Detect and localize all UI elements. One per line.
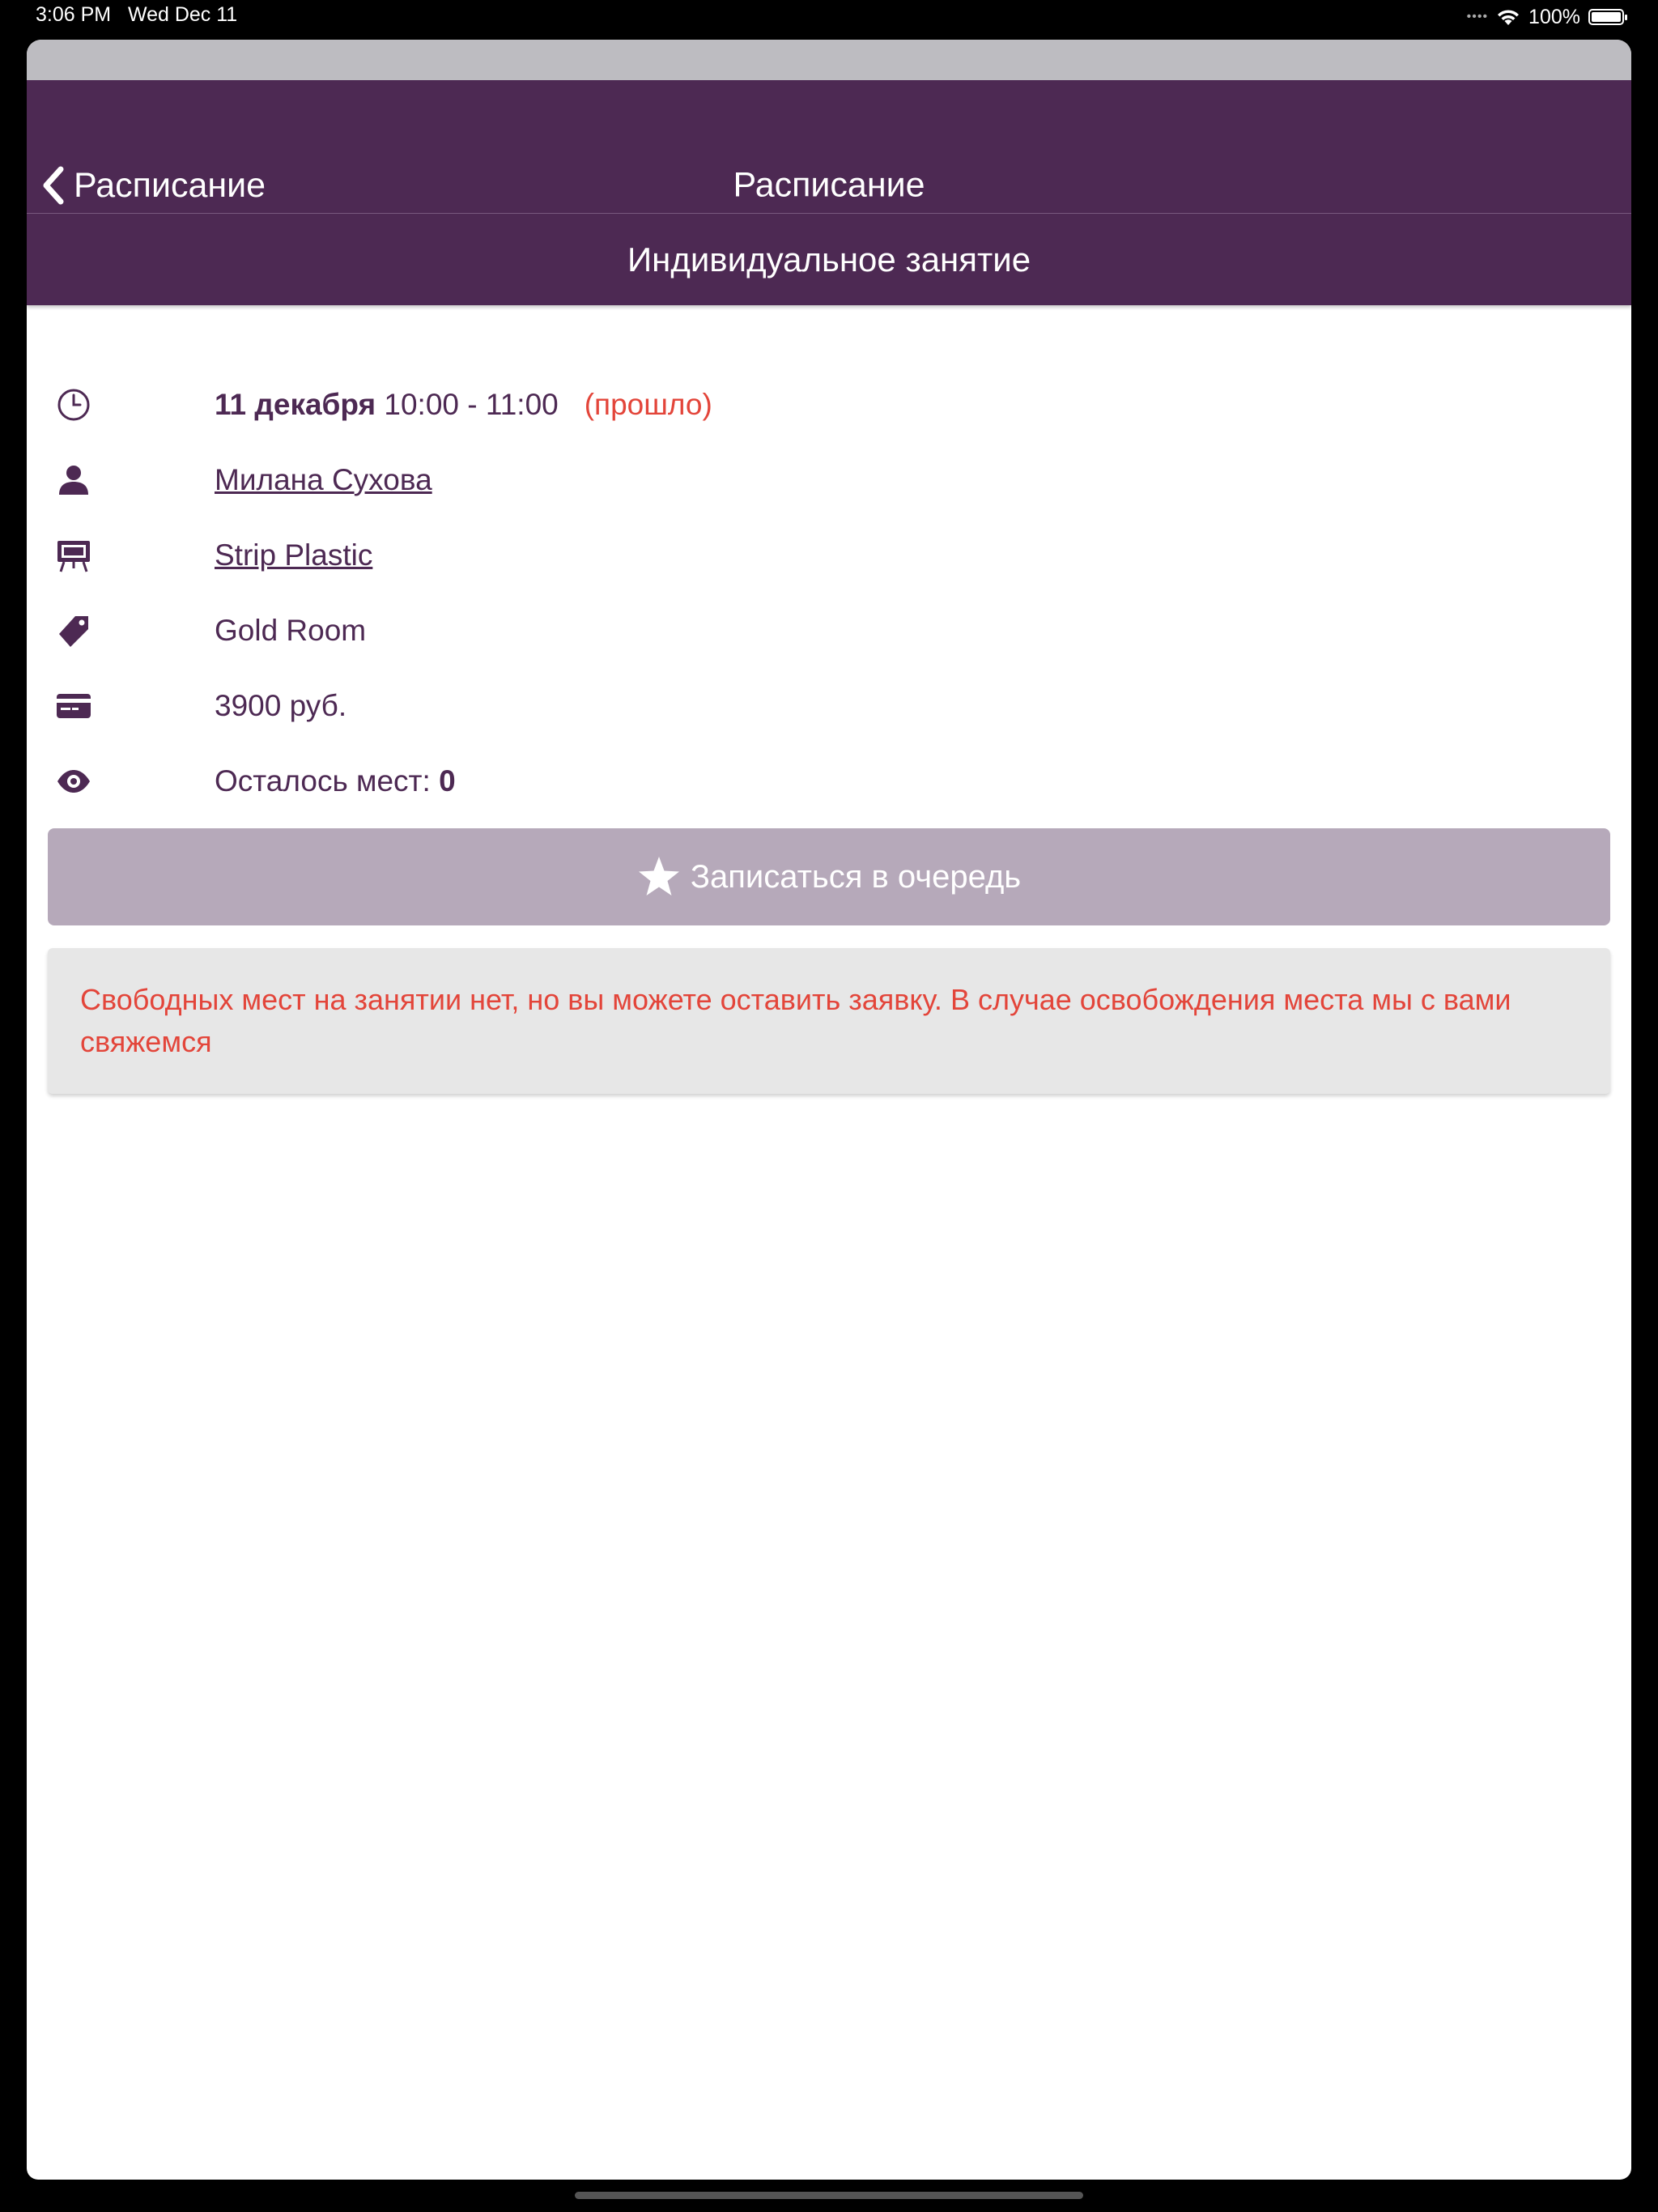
star-icon (637, 855, 681, 899)
datetime-row (48, 367, 1610, 442)
join-queue-button[interactable] (48, 828, 1610, 925)
home-indicator (575, 2192, 1083, 2199)
status-time: 3:06 PM (36, 3, 112, 26)
class-name-row (48, 517, 1610, 593)
class-date: 11 декабря (215, 387, 376, 421)
status-date: Wed Dec 11 (127, 3, 238, 26)
spots-label: Осталось мест: (215, 764, 431, 798)
back-label: Расписание (74, 165, 266, 205)
class-name-link[interactable]: Strip Plastic (215, 538, 373, 572)
status-time-date (36, 3, 237, 27)
spots-row (48, 743, 1610, 819)
class-time: 10:00 - 11:00 (384, 387, 559, 421)
signal-icon: •••• (1466, 10, 1489, 23)
spots-count: 0 (439, 764, 456, 798)
user-icon (56, 462, 91, 498)
nav-bar (27, 80, 1631, 214)
past-status: (прошло) (584, 387, 712, 421)
eye-icon (56, 764, 91, 799)
price: 3900 руб. (215, 688, 347, 722)
price-row (48, 668, 1610, 743)
page-subtitle: Индивидуальное занятие (27, 214, 1631, 305)
instructor-row (48, 442, 1610, 517)
room-row (48, 593, 1610, 668)
status-right (1467, 3, 1624, 31)
nav-title: Расписание (733, 165, 925, 205)
clock-icon (56, 387, 91, 423)
battery-icon (1588, 9, 1624, 25)
class-details (27, 305, 1631, 1094)
credit-card-icon (56, 688, 91, 724)
room-name: Gold Room (215, 613, 367, 647)
easel-icon (56, 538, 91, 573)
tag-icon (56, 613, 91, 649)
no-spots-notice: Свободных мест на занятии нет, но вы можете оставить заявку. В случае освобождения места мы с вами свяжемся (48, 948, 1610, 1094)
battery-percent: 100% (1528, 5, 1580, 28)
instructor-link[interactable]: Милана Сухова (215, 462, 432, 496)
modal-sheet (27, 40, 1631, 2180)
join-queue-label: Записаться в очередь (690, 858, 1022, 895)
wifi-icon (1496, 8, 1520, 26)
status-bar (0, 0, 1658, 34)
sheet-header-strip (27, 40, 1631, 80)
